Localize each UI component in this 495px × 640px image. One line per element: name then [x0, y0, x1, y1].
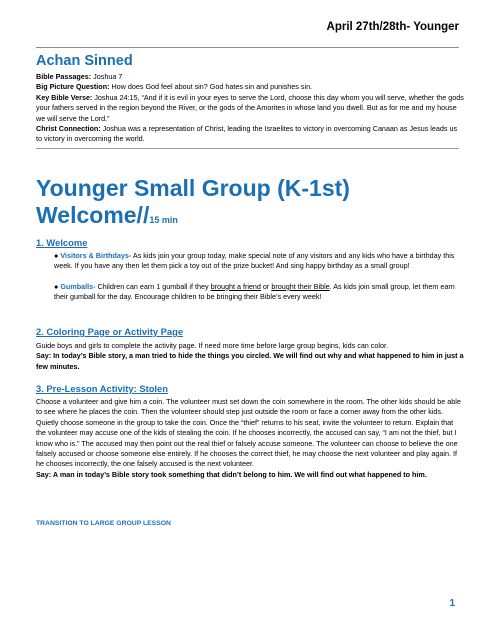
big-picture-label: Big Picture Question: [36, 82, 110, 92]
lesson-info [36, 72, 465, 145]
prelesson-text: Choose a volunteer and give him a coin. The volunteer must set down the coin somewhere in the room. The other kids should be able to see where he places the coin. Then the volunteer should step just outside the room or face a corner away from the other kids. Quietly choose someone in the group to take the coin. Once the “thief” returns to his seat, invite the volunteer to return. Explain that the volunteer may accuse one of the kids of stealing the coin. If he chooses incorrectly, the accused can say, “I am not the thief, but I know who is.” The accused may then point out the real thief or falsely accuse someone. The volunteer can choose to believe the one falsely accused or choose someone else entirely. If he chooses the correct thief, he may choose the next volunteer and play again. If he chooses incorrectly, the one falsely accused is the next volunteer. [36, 397, 461, 469]
brought-bible-text: brought their Bible [271, 281, 330, 291]
prelesson-say-text: Say: A man in today’s Bible story took something that didn’t belong to him. We will find out what happened to him. [36, 469, 427, 479]
coloring-text: Guide boys and girls to complete the activity page. If need more time before large group begins, kids can color. [36, 341, 388, 350]
big-picture-question [36, 82, 465, 92]
bullet-icon: ● [54, 281, 59, 291]
welcome-duration: 15 min [149, 215, 178, 225]
section-coloring-body [36, 341, 465, 372]
section-prelesson-heading: 3. Pre-Lesson Activity: Stolen [36, 383, 168, 394]
lesson-title: Achan Sinned [36, 53, 133, 69]
gumballs-bullet [36, 282, 465, 303]
info-divider [36, 148, 459, 149]
big-picture-value: How does God feel about sin? God hates sin and punishes sin. [109, 82, 313, 92]
christ-connection-value: Joshua was a representation of Christ, leading the Israelites to victory in overcoming Canaan as Jesus leads us to victory in overcoming the world. [36, 124, 458, 144]
bullet-icon: ● [54, 251, 59, 260]
gumballs-text-post: . As kids join small group, let them earn their gumball for the day. Encourage children to be bringing their Bible’s every week! [54, 281, 455, 302]
header-divider [36, 47, 459, 48]
coloring-say-text: Say: In today’s Bible story, a man tried to hide the things you circled. We will find out why and what happened to him in just a few minutes. [36, 351, 464, 371]
section-coloring-heading: 2. Coloring Page or Activity Page [36, 326, 184, 337]
visitors-bullet [36, 251, 465, 272]
section-welcome-body [36, 251, 465, 303]
section-prelesson-body [36, 397, 465, 480]
brought-a-friend-text: brought a friend [210, 281, 261, 291]
key-bible-verse [36, 93, 465, 124]
bible-passages-value: Joshua 7 [91, 72, 123, 81]
section-welcome-heading: 1. Welcome [36, 237, 88, 248]
transition-label: TRANSITION TO LARGE GROUP LESSON [36, 520, 171, 527]
visitors-text: As kids join your group today, make special note of any visitors and any kids who have a birthday this week. If you have any then let them pick a toy out of the prize bucket! And sing happy birthday as a small group! [54, 251, 455, 271]
bible-passages-label: Bible Passages: [36, 72, 92, 81]
gumballs-label: Gumballs- [60, 281, 96, 291]
small-group-title [36, 175, 350, 234]
christ-connection [36, 124, 465, 145]
visitors-label: Visitors & Birthdays- [60, 251, 132, 260]
bible-passages [36, 72, 465, 82]
page-number: 1 [449, 598, 455, 609]
key-verse-value: Joshua 24:15, “And if it is evil in your eyes to serve the Lord, choose this day whom you will serve, whether the gods your fathers served in the region beyond the River, or the gods of the Amorites in whose land you dwell. But as for me and my house we will serve the Lord.” [36, 92, 464, 123]
welcome-heading-main: Welcome// [36, 202, 150, 228]
key-verse-label: Key Bible Verse: [36, 92, 93, 102]
header-date: April 27th/28th- Younger [326, 21, 459, 33]
gumballs-text-or: or [260, 281, 272, 291]
welcome-heading [36, 202, 350, 234]
gumballs-text-pre: Children can earn 1 gumball if they [95, 281, 211, 291]
christ-connection-label: Christ Connection: [36, 124, 101, 134]
small-group-heading: Younger Small Group (K-1st) [36, 175, 350, 201]
